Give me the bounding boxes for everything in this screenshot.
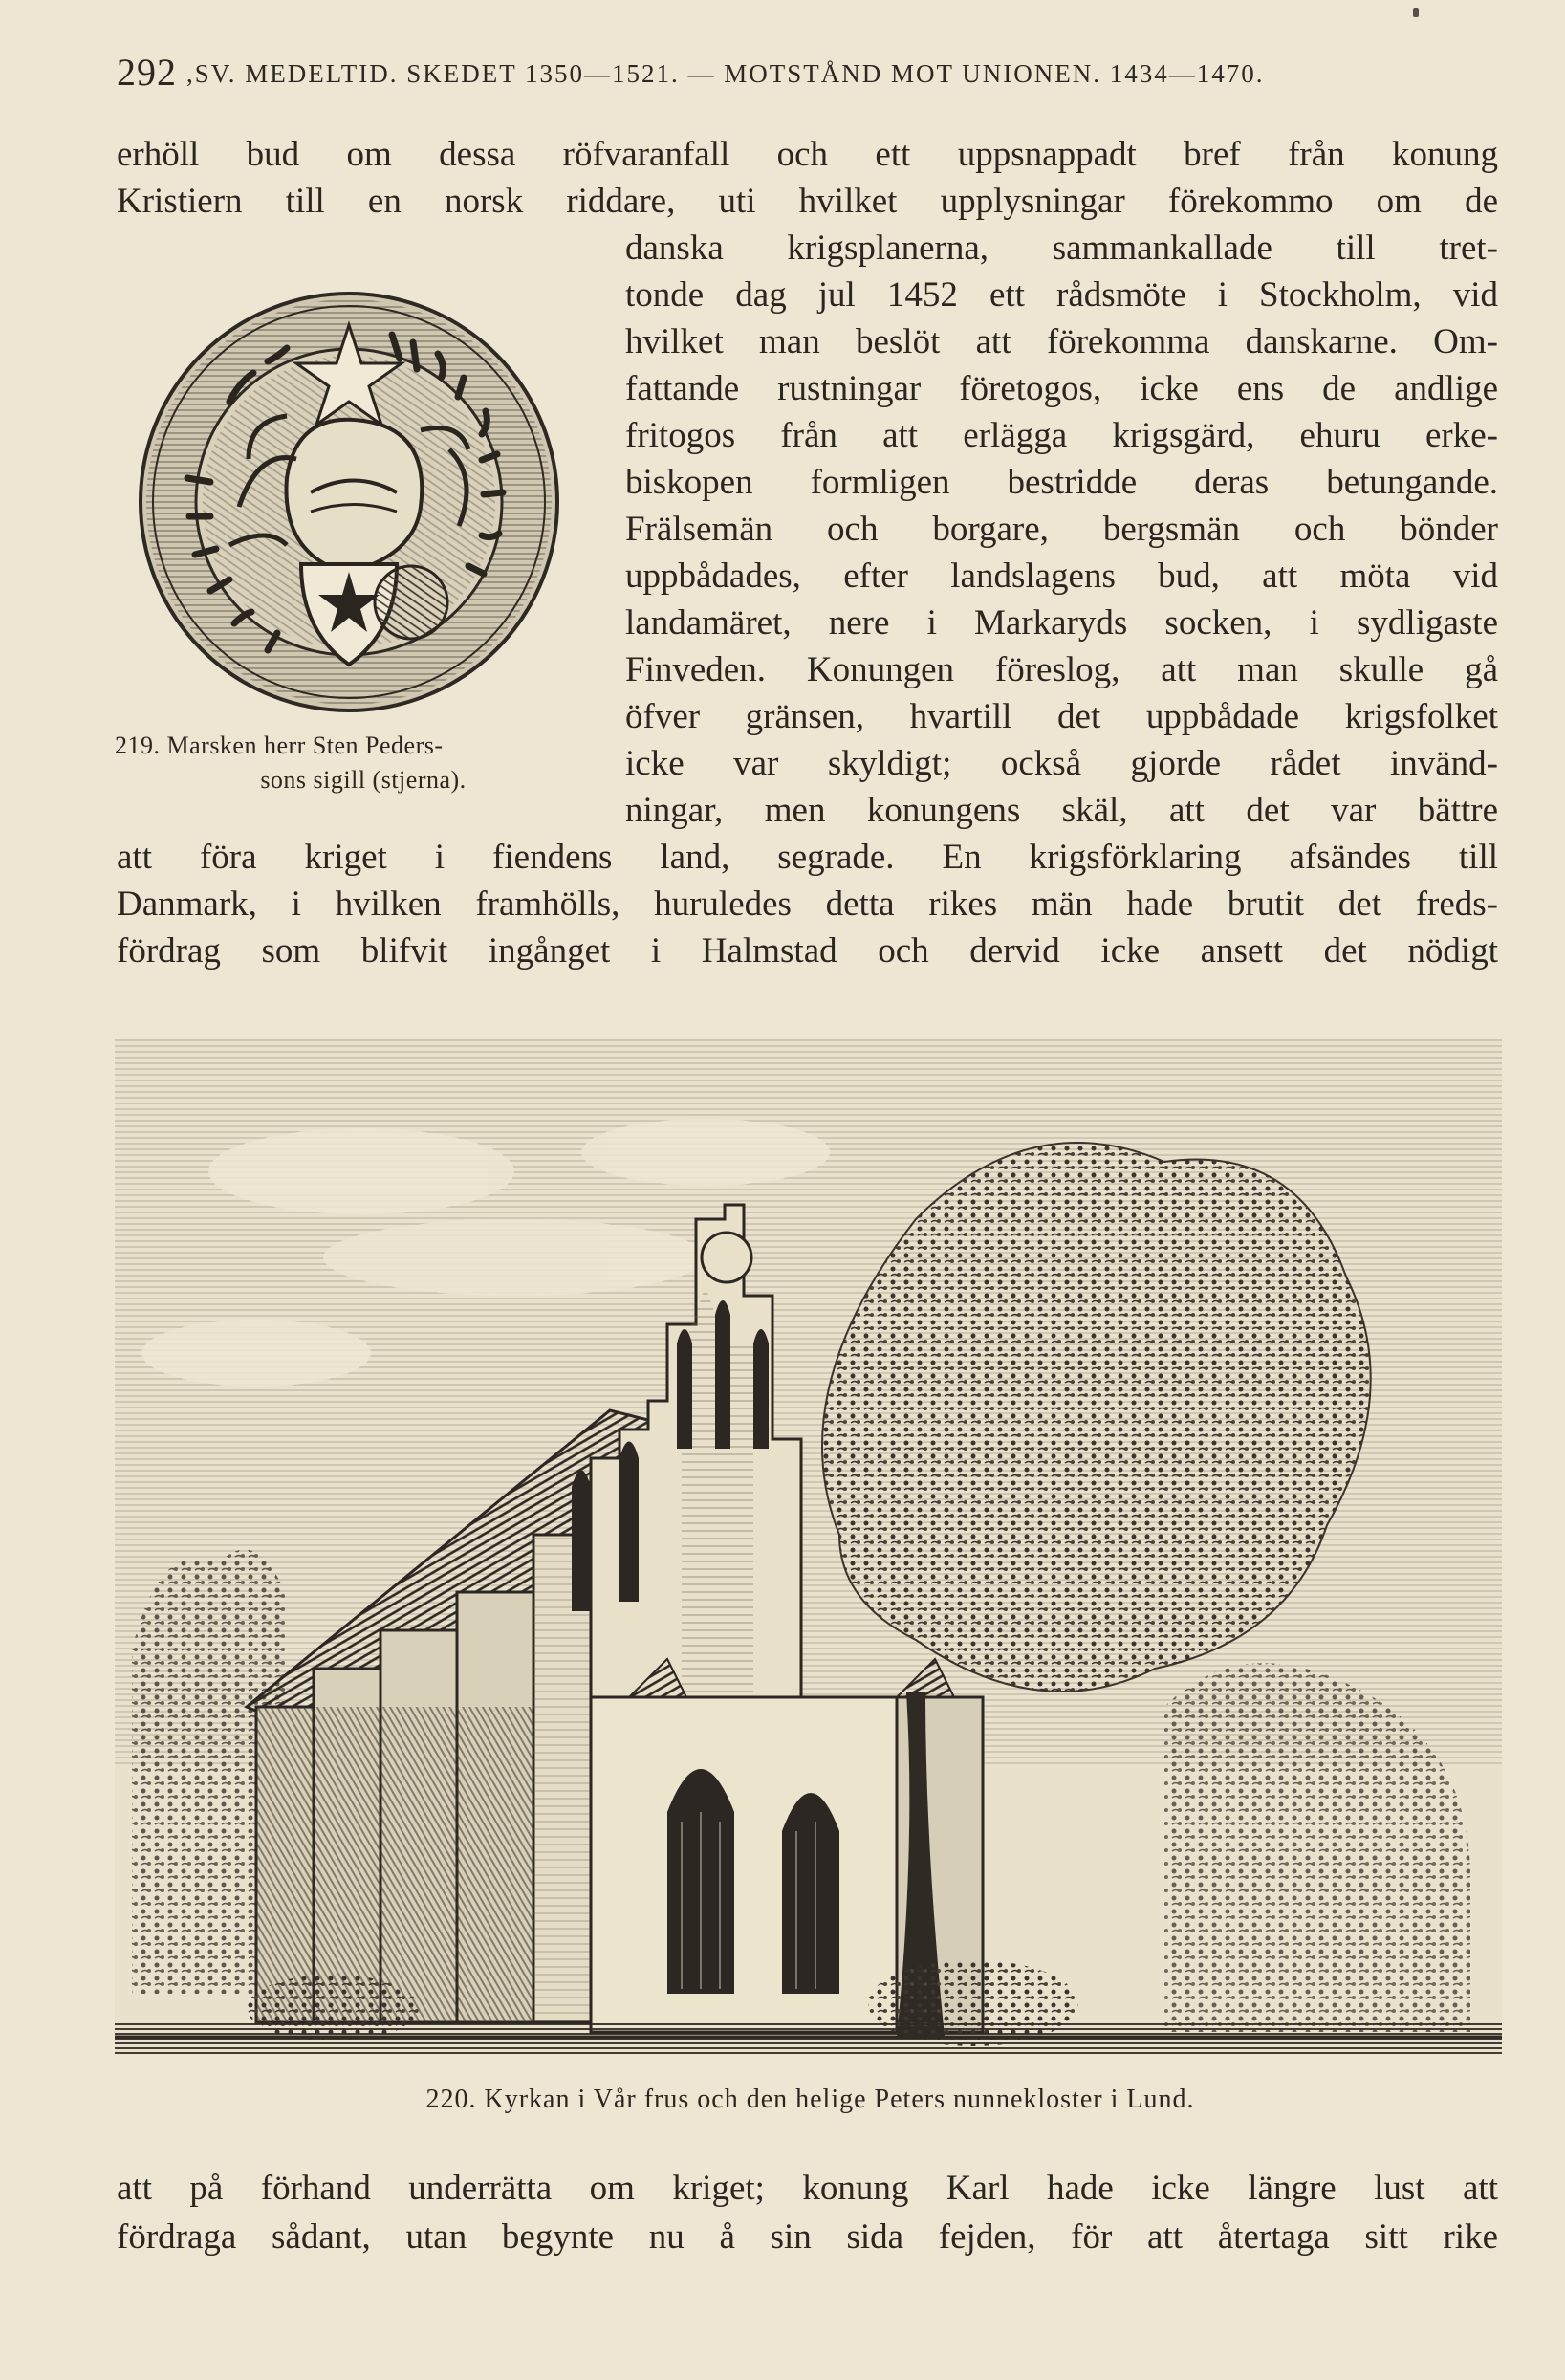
body-line: fördrag som blifvit ingånget i Halmstad och dervid icke ansett det nödigt bbox=[117, 931, 1498, 971]
page-number: 292 bbox=[117, 51, 177, 94]
body-line: Finveden. Konungen föreslog, att man skulle gå bbox=[625, 650, 1498, 689]
seal-engraving bbox=[134, 287, 564, 717]
body-line: Danmark, i hvilken framhölls, huruledes detta rikes män hade brutit det freds- bbox=[117, 884, 1498, 924]
body-line: landamäret, nere i Markaryds socken, i sydligaste bbox=[625, 603, 1498, 643]
body-line: hvilket man beslöt att förekomma danskarne. Om- bbox=[625, 322, 1498, 361]
body-line: uppbådades, efter landslagens bud, att möta vid bbox=[625, 557, 1498, 596]
body-line: biskopen formligen bestridde deras betungande. bbox=[625, 463, 1498, 502]
body-line: icke var skyldigt; också gjorde rådet invänd- bbox=[625, 744, 1498, 783]
running-header bbox=[117, 50, 1503, 95]
body-line: Frälsemän och borgare, bergsmän och bönder bbox=[625, 510, 1498, 549]
body-line: tonde dag jul 1452 ett rådsmöte i Stockholm, vid bbox=[625, 275, 1498, 315]
ink-speck bbox=[1413, 8, 1419, 17]
body-line: öfver gränsen, hvartill det uppbådade krigsfolket bbox=[625, 697, 1498, 736]
running-title: ,SV. MEDELTID. SKEDET 1350—1521. — MOTSTÅND MOT UNIONEN. 1434—1470. bbox=[186, 59, 1265, 88]
caption-line: 219. Marsken herr Sten Peders- bbox=[115, 731, 444, 759]
body-line: fritogos från att erlägga krigsgärd, ehuru erke- bbox=[625, 416, 1498, 455]
body-line: ningar, men konungens skäl, att det var bättre bbox=[625, 791, 1498, 830]
body-line: danska krigsplanerna, sammankallade till tret- bbox=[625, 229, 1498, 268]
caption-line: sons sigill (stjerna). bbox=[260, 766, 467, 794]
body-line: fördraga sådant, utan begynte nu å sin sida fejden, för att återtaga sitt rike bbox=[117, 2217, 1498, 2257]
body-line: Kristiern till en norsk riddare, uti hvilket upplysningar förekommo om de bbox=[117, 182, 1498, 221]
church-engraving bbox=[113, 1037, 1504, 2056]
body-line: fattande rustningar företogos, icke ens de andlige bbox=[625, 369, 1498, 408]
body-line: att föra kriget i fiendens land, segrade. En krigsförklaring afsändes till bbox=[117, 838, 1498, 877]
figure-219-caption bbox=[115, 729, 574, 797]
body-line: erhöll bud om dessa röfvaranfall och ett uppsnappadt bref från konung bbox=[117, 135, 1498, 174]
figure-220-caption: 220. Kyrkan i Vår frus och den helige Peters nunnekloster i Lund. bbox=[425, 2085, 1195, 2114]
body-line: att på förhand underrätta om kriget; konung Karl hade icke längre lust att bbox=[117, 2169, 1498, 2208]
